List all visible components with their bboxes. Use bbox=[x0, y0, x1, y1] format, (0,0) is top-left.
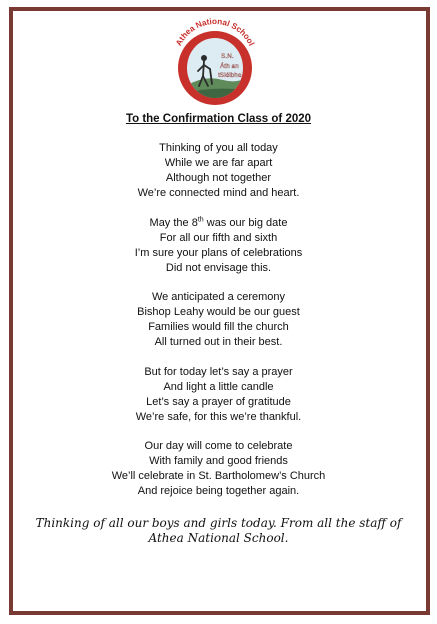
poem-line: I’m sure your plans of celebrations bbox=[134, 246, 303, 259]
poem-stanza bbox=[0, 216, 437, 276]
logo-text-tsleibhe: tSléibhe bbox=[218, 72, 242, 79]
logo-arc-text: Athea National School bbox=[174, 16, 256, 48]
poem-stanza bbox=[0, 439, 437, 499]
closing-message: Thinking of all our boys and girls today. From all the staff of Athea National School. bbox=[35, 516, 402, 545]
poem-line: Did not envisage this. bbox=[165, 261, 272, 274]
poem-stanza bbox=[0, 141, 437, 201]
poem-line: We’re connected mind and heart. bbox=[137, 187, 300, 199]
poem-line: But for today let’s say a prayer bbox=[144, 365, 293, 378]
poem-line: Let’s say a prayer of gratitude bbox=[146, 395, 291, 408]
poem-line: We’re safe, for this we’re thankful. bbox=[135, 410, 302, 423]
poem-line: With family and good friends bbox=[149, 455, 288, 467]
poem-line: While we are far apart bbox=[164, 157, 273, 169]
school-crest-logo bbox=[163, 14, 267, 106]
poem-title: To the Confirmation Class of 2020 bbox=[125, 113, 312, 125]
logo-text-sn: S.N. bbox=[221, 53, 234, 60]
poem-line: All turned out in their best. bbox=[154, 336, 283, 348]
poem-line: Our day will come to celebrate bbox=[144, 440, 293, 452]
poem-line: And light a little candle bbox=[163, 380, 274, 393]
poem-line: We anticipated a ceremony bbox=[151, 291, 286, 303]
logo-text-ath-an: Áth an bbox=[220, 63, 239, 70]
poem-line: For all our fifth and sixth bbox=[159, 231, 278, 244]
poem-line: And rejoice being together again. bbox=[137, 485, 300, 497]
poem-line: Although not together bbox=[165, 172, 272, 184]
poem-stanza bbox=[0, 290, 437, 350]
poem-body bbox=[0, 141, 437, 514]
poem-line: We’ll celebrate in St. Bartholomew’s Church bbox=[111, 470, 326, 482]
poem-line: Thinking of you all today bbox=[159, 142, 278, 154]
poem-line: May the 8th was our big date bbox=[149, 215, 288, 229]
poem-stanza bbox=[0, 365, 437, 425]
poem-line: Bishop Leahy would be our guest bbox=[137, 306, 300, 318]
poem-line: Families would fill the church bbox=[148, 321, 289, 333]
